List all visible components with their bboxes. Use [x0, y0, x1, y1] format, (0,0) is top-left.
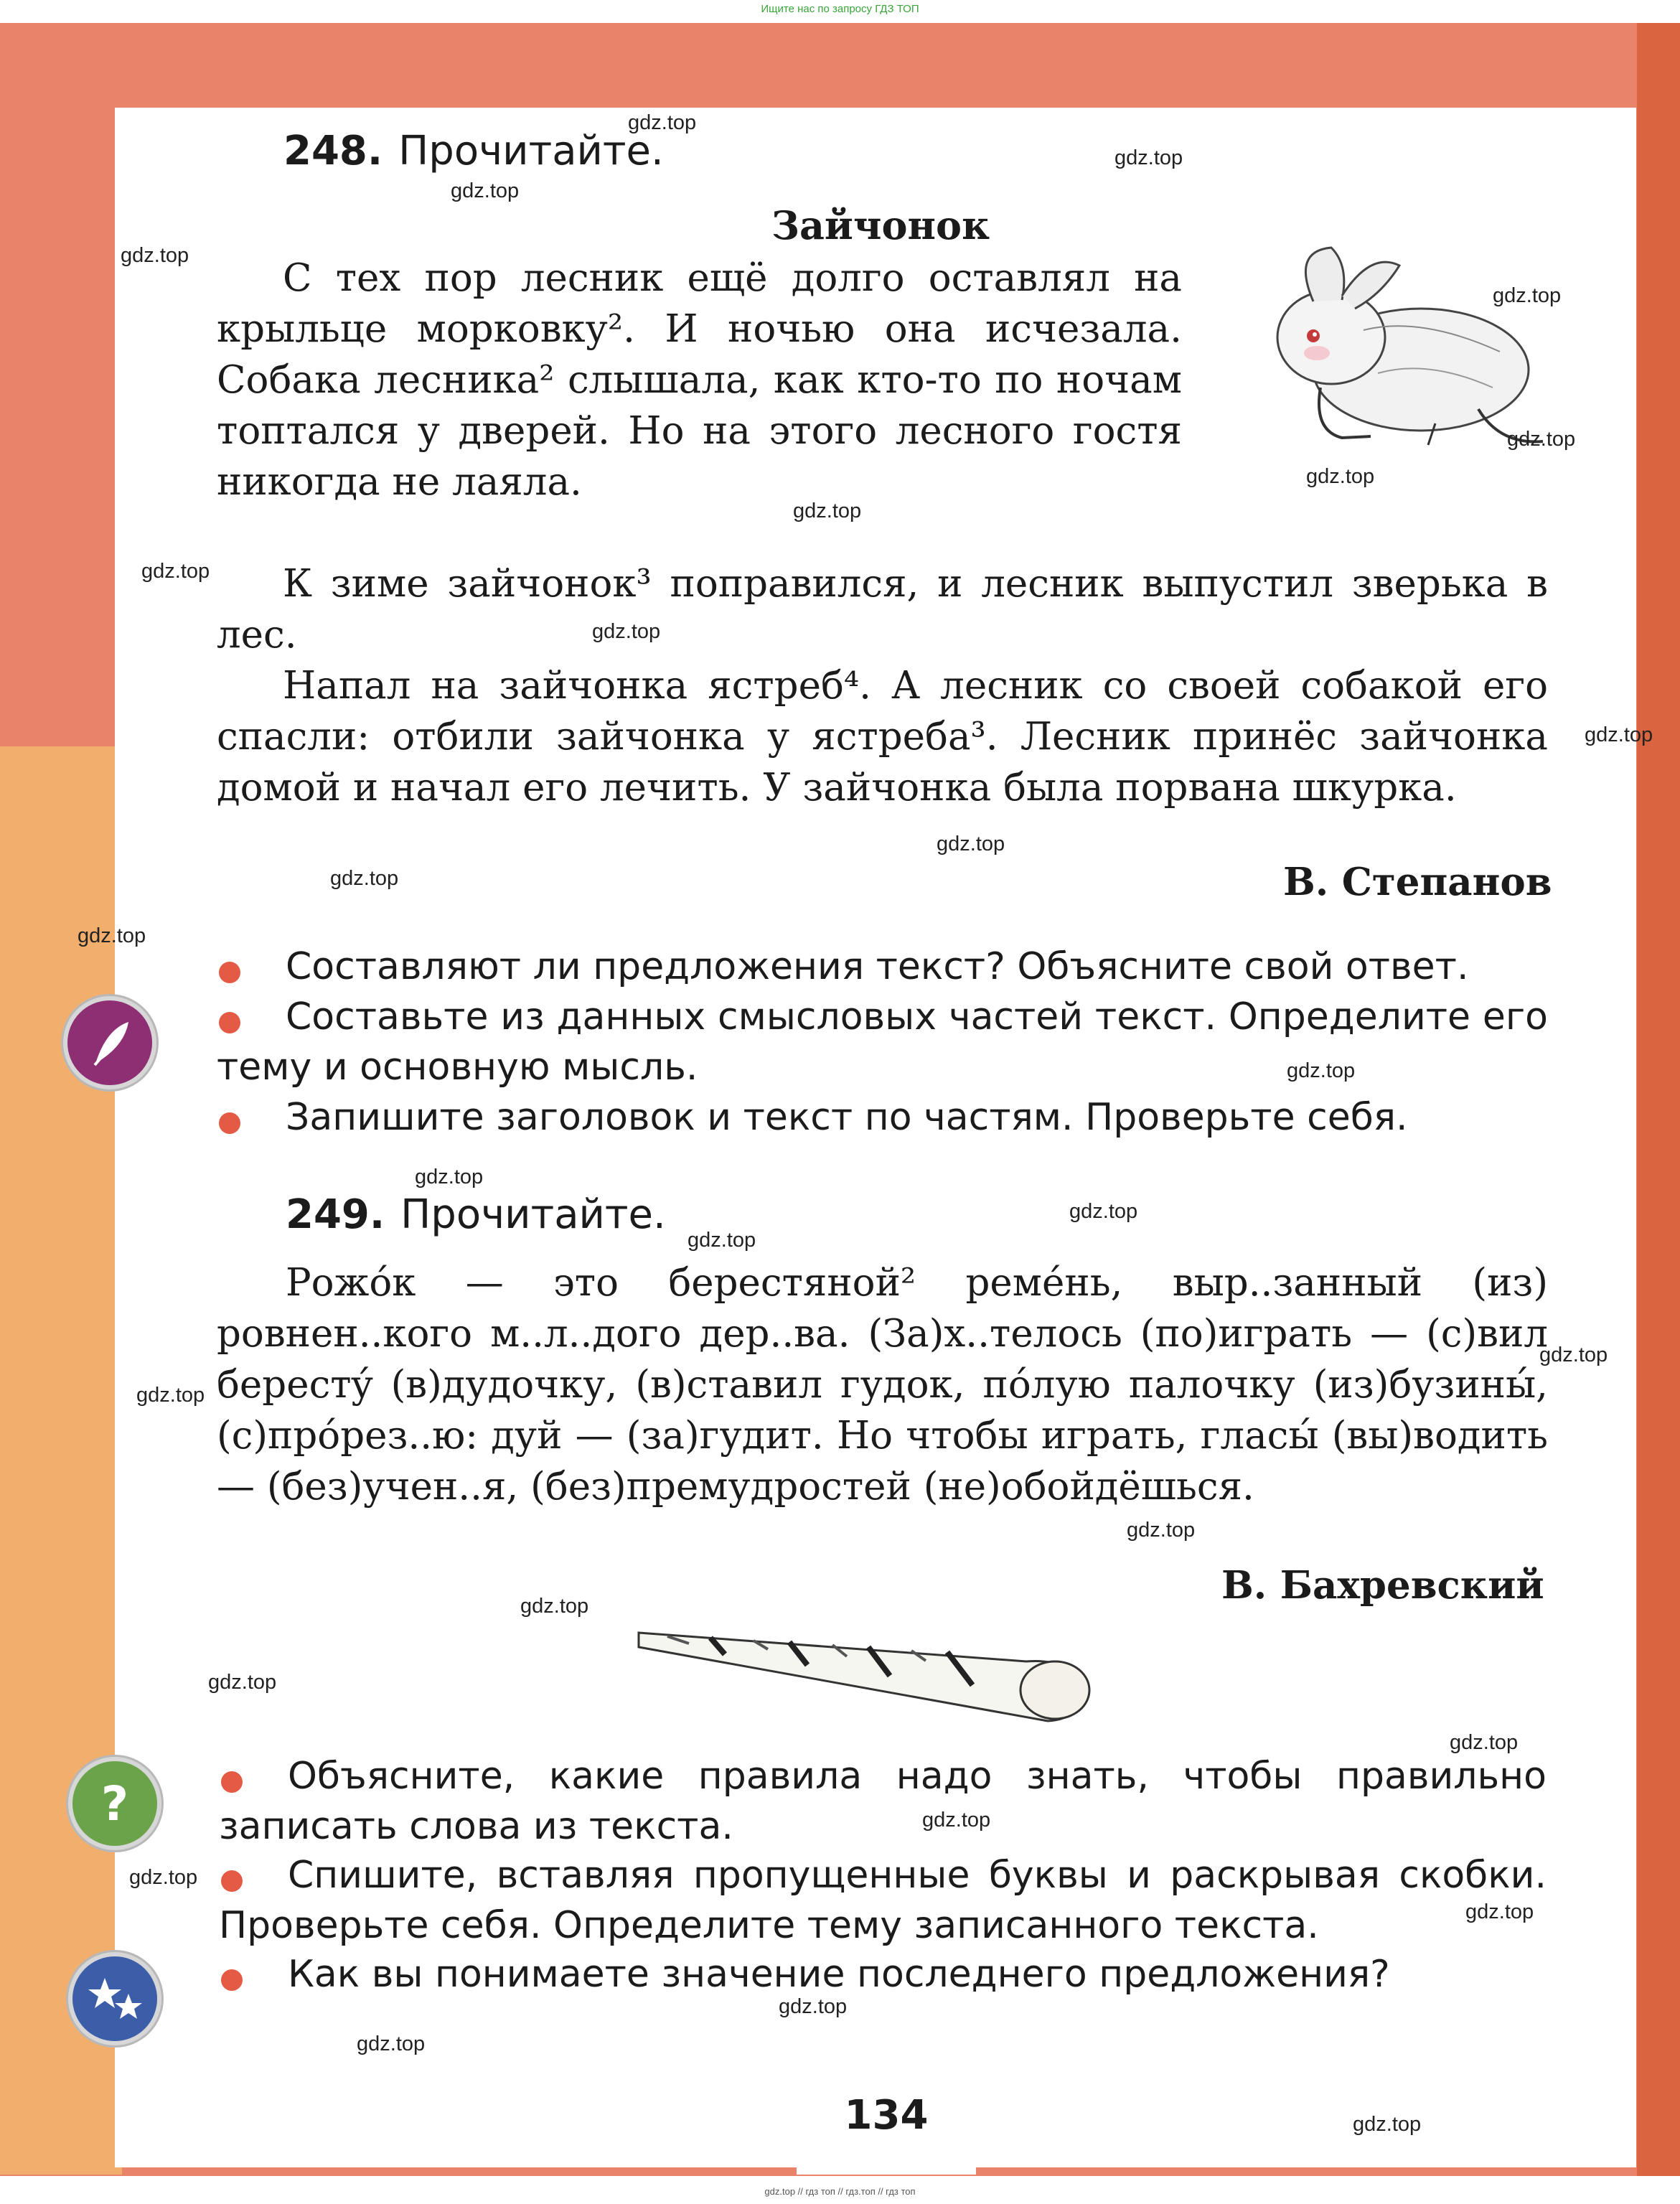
task-248-1: Составляют ли предложения текст? Объясните свой ответ.	[286, 945, 1469, 988]
watermark: gdz.top	[121, 244, 189, 267]
rabbit-illustration	[1263, 244, 1557, 452]
question-icon	[68, 1757, 161, 1850]
watermark: gdz.top	[1507, 428, 1576, 451]
paragraph-3: Напал на зайчонка ястреб⁴. А лесник со своей собакой его спасли: отбили зайчонка у ястреба³. Лесник принёс зайчонка домой и начал его лечить. У зайчонка была порвана шкурка.	[217, 664, 1548, 810]
watermark: gdz.top	[1127, 1519, 1196, 1542]
watermark: gdz.top	[208, 1671, 277, 1694]
watermark: gdz.top	[1353, 2113, 1422, 2136]
author-bakhrevsky: В. Бахревский	[1221, 1563, 1544, 1608]
watermark: gdz.top	[141, 560, 210, 583]
watermark: gdz.top	[628, 111, 697, 134]
watermark: gdz.top	[136, 1384, 205, 1407]
watermark: gdz.top	[1114, 146, 1183, 169]
watermark: gdz.top	[1493, 284, 1562, 307]
watermark: gdz.top	[1287, 1059, 1356, 1082]
horn-illustration	[624, 1593, 1112, 1726]
paragraph-2: К зиме зайчонок³ поправился, и лесник выпустил зверька в лес.	[217, 562, 1548, 657]
watermark: gdz.top	[688, 1229, 756, 1252]
watermark: gdz.top	[793, 500, 862, 522]
watermark: gdz.top	[1306, 465, 1375, 488]
watermark: gdz.top	[78, 924, 146, 947]
watermark: gdz.top	[1069, 1200, 1138, 1223]
watermark: gdz.top	[779, 1995, 848, 2018]
exercise-number: 249.	[286, 1191, 385, 1238]
task-248-2: Составьте из данных смысловых частей текст. Определите его тему и основную мысль.	[217, 995, 1548, 1089]
feather-icon	[63, 996, 156, 1089]
watermark: gdz.top	[1450, 1731, 1519, 1754]
exercise-249-header	[286, 1191, 666, 1238]
watermark: gdz.top	[357, 2032, 426, 2055]
watermark: gdz.top	[415, 1166, 484, 1188]
exercise-number: 248.	[283, 128, 383, 174]
task-249-3: Как вы понимаете значение последнего предложения?	[288, 1953, 1390, 1996]
bottom-ad-text: gdz.top // гдз топ // гдз.топ // гдз топ	[764, 2186, 916, 2197]
watermark: gdz.top	[937, 833, 1005, 855]
page-number: 134	[844, 2092, 929, 2139]
watermark: gdz.top	[129, 1866, 198, 1889]
paragraph-1: С тех пор лесник ещё долго оставлял на крыльце морковку². И ночью она исчезала. Собака лесника² слышала, как кто-то по ночам топтался у дверей. Но на этого лесного гостя никогда не лаяла.	[217, 256, 1182, 504]
task-249-1: Объясните, какие правила надо знать, чтобы правильно записать слова из текста.	[219, 1755, 1547, 1848]
stars-icon	[68, 1952, 161, 2045]
watermark: gdz.top	[592, 620, 661, 643]
exercise-instruction: Прочитайте.	[398, 128, 664, 174]
watermark: gdz.top	[451, 179, 520, 202]
exercise-248-header	[283, 128, 664, 174]
watermark: gdz.top	[330, 867, 399, 890]
watermark: gdz.top	[1465, 1900, 1534, 1923]
watermark: gdz.top	[1585, 723, 1653, 746]
exercise-instruction: Прочитайте.	[400, 1191, 666, 1238]
watermark: gdz.top	[922, 1809, 991, 1832]
text-title: Зайчонок	[771, 202, 990, 248]
watermark: gdz.top	[1539, 1343, 1608, 1366]
task-248-3: Запишите заголовок и текст по частям. Проверьте себя.	[286, 1096, 1408, 1139]
author-stepanov: В. Степанов	[1283, 860, 1552, 904]
page-border-strip	[1637, 23, 1680, 2176]
watermark: gdz.top	[520, 1595, 589, 1618]
paragraph-249: Рожóк — это берестяной² ремéнь, выр..занный (из) ровнен..кого м..л..дого дер..ва. (За)х..телось (по)играть — (с)вил берестý (в)дудочку, (в)ставил гудок, пóлую палочку (из)бузины́, (с)прóрез..ю: дуй — (за)гудит. Но чтобы играть, гласы́ (вы)водить — (без)учен..я, (без)премудростей (не)обойдёшься.	[217, 1261, 1548, 1509]
top-ad-text: Ищите нас по запросу ГДЗ ТОП	[761, 3, 919, 15]
svg-text:?: ?	[100, 1776, 129, 1832]
task-249-2: Спишите, вставляя пропущенные буквы и раскрывая скобки. Проверьте себя. Определите тему записанного текста.	[219, 1854, 1547, 1947]
